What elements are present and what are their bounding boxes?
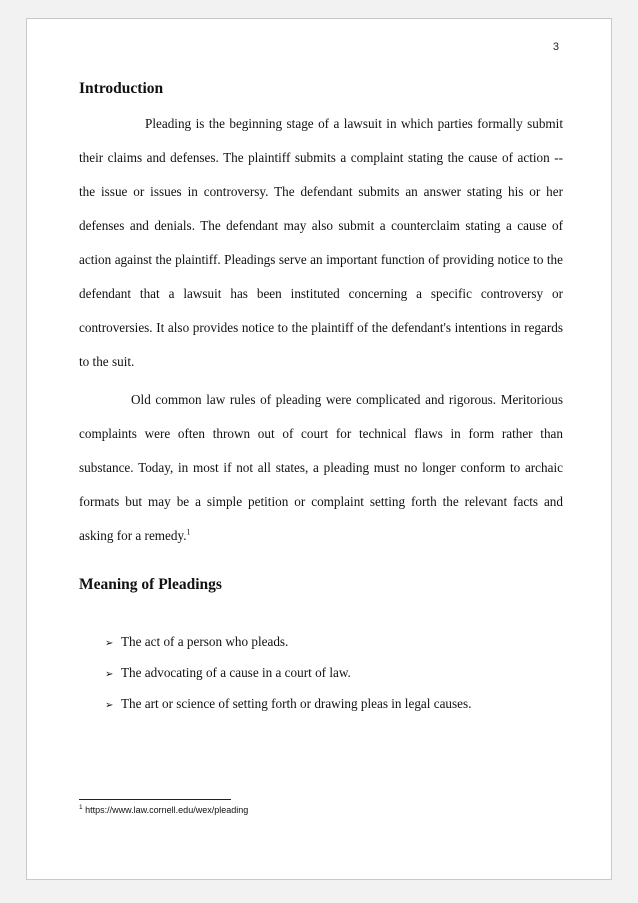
footnote	[79, 805, 248, 815]
list-item	[105, 689, 563, 720]
footnote-reference[interactable]: 1	[186, 527, 191, 537]
list-item-text: The advocating of a cause in a court of law.	[121, 665, 351, 680]
introduction-paragraph-2-text: Old common law rules of pleading were complicated and rigorous. Meritorious complaints were often thrown out of court for technical flaws in form rather than substance. Today, in most if not all states, a pleading must no longer conform to archaic formats but may be a simple petition or complaint setting forth the relevant facts and asking for a remedy.	[79, 392, 563, 543]
arrow-bullet-icon: ➢	[105, 638, 114, 649]
page-number: 3	[552, 41, 559, 53]
footnote-link[interactable]: https://www.law.cornell.edu/wex/pleading	[85, 805, 249, 815]
list-item	[105, 627, 563, 658]
arrow-bullet-icon: ➢	[105, 700, 114, 711]
introduction-paragraph-2	[79, 383, 563, 553]
list-item	[105, 658, 563, 689]
list-item-text: The act of a person who pleads.	[121, 634, 289, 649]
introduction-heading: Introduction	[79, 80, 164, 97]
footnote-number: 1	[79, 804, 83, 811]
introduction-paragraph-1: Pleading is the beginning stage of a lawsuit in which parties formally submit their claims and defenses. The plaintiff submits a complaint stating the cause of action -- the issue or issues in controversy. The defendant submits an answer stating his or her defenses and denials. The defendant may also submit a counterclaim stating a cause of action against the plaintiff. Pleadings serve an important function of providing notice to the defendant that a lawsuit has been instituted concerning a specific controversy or controversies. It also provides notice to the plaintiff of the defendant's intentions in regards to the suit.	[79, 116, 563, 369]
arrow-bullet-icon: ➢	[105, 669, 114, 680]
page-content	[79, 77, 563, 720]
meaning-list	[79, 627, 563, 720]
meaning-heading: Meaning of Pleadings	[79, 576, 222, 593]
list-item-text: The art or science of setting forth or drawing pleas in legal causes.	[121, 696, 472, 711]
document-page	[26, 18, 612, 880]
footnote-separator	[79, 799, 231, 800]
